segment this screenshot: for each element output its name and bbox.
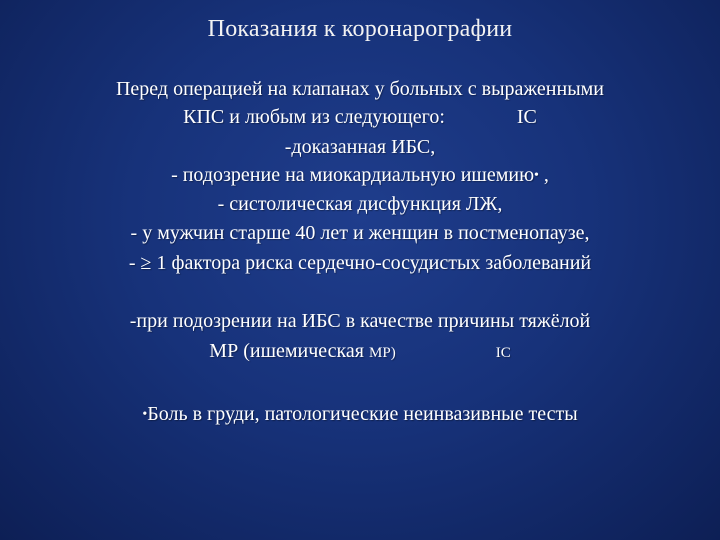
criterion-suspected-ischemia [0,164,720,187]
recommendation-class-badge: IС [516,106,537,128]
bullet-icon: • [142,407,148,422]
indication-ischemic-mr-line-2 [0,340,720,363]
indication-ischemic-mr-line: -при подозрении на ИБС в качестве причины тяжёлой [129,310,591,332]
indication-chest-pain [0,403,720,426]
intro-text: КПС и любым из следующего: [183,106,445,128]
indication-intro-line-2 [0,106,720,129]
criterion-age: - у мужчин старше 40 лет и женщин в постменопаузе, [130,222,590,244]
criterion-text: - подозрение на миокардиальную ишемию [171,164,535,186]
mr-abbrev: МР) [369,345,396,361]
criterion-proven-ihd: -доказанная ИБС, [284,136,436,158]
criterion-punctuation: , [538,164,549,186]
criterion-risk-factors: - ≥ 1 фактора риска сердечно-сосудистых заболеваний [128,252,592,274]
bullet-icon: • [534,168,539,183]
mr-text: МР (ишемическая [209,340,370,362]
chest-pain-text: Боль в груди, патологические неинвазивные тесты [147,403,578,425]
recommendation-class-badge: IС [495,345,511,361]
criterion-lv-dysfunction: - систолическая дисфункция ЛЖ, [217,193,503,215]
slide-title: Показания к коронарографии [207,16,513,42]
indication-intro-line: Перед операцией на клапанах у больных с выраженными [115,78,605,100]
